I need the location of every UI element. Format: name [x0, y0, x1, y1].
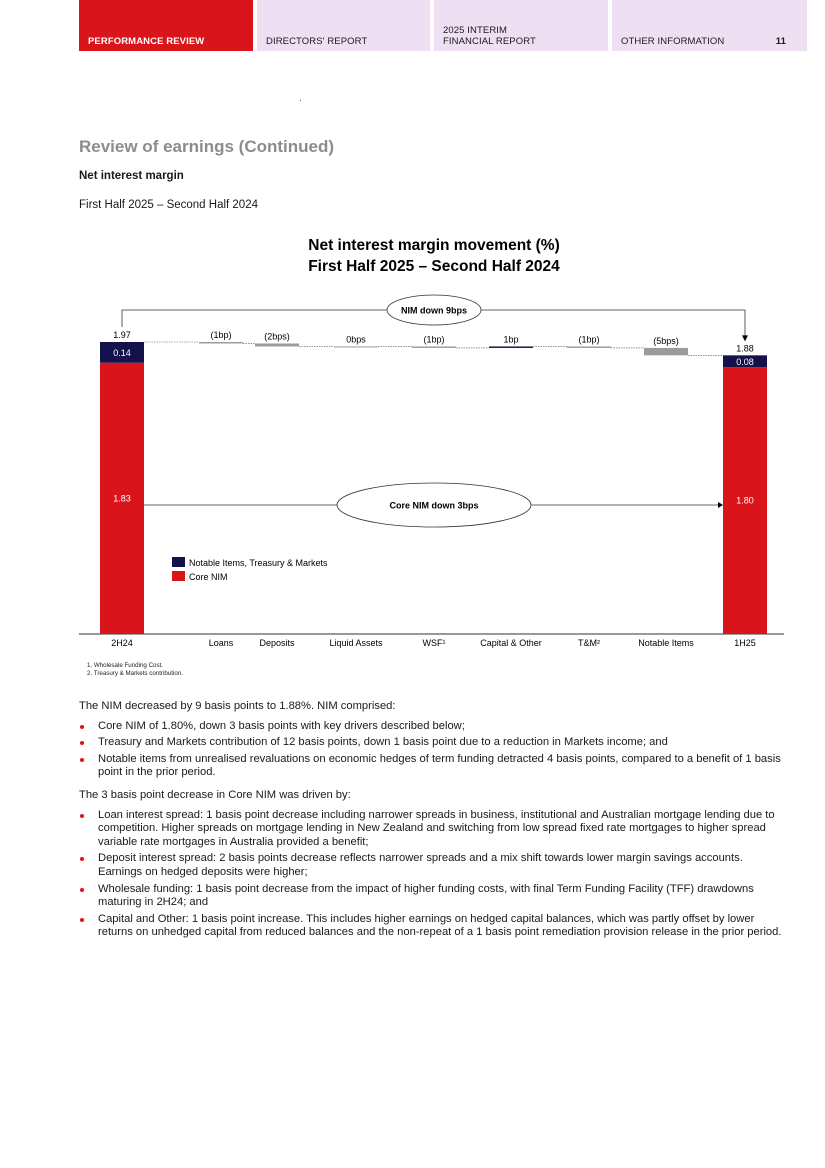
- core-label: 1.80: [736, 495, 754, 506]
- legend-swatch-core: [172, 571, 185, 581]
- tab-label: OTHER INFORMATION: [621, 36, 725, 47]
- page-title: Review of earnings (Continued): [79, 137, 335, 156]
- movement-label: (5bps): [653, 335, 679, 346]
- movement-bar: [489, 346, 533, 347]
- movement-bar: [255, 343, 299, 346]
- tab-interim-financial-report[interactable]: [434, 0, 608, 51]
- total-label: 1.97: [113, 330, 131, 340]
- list-item: Capital and Other: 1 basis point increase. This includes higher earnings on hedged capital balances, which was partly offset by lower returns on unhedged capital from reduced balances and the non-repeat of a 1 basis point remediation provision release in the prior period.: [79, 913, 789, 940]
- notable-label: 0.14: [113, 347, 131, 358]
- movement-label: (1bp): [210, 330, 232, 340]
- core-nim-paragraph: The 3 basis point decrease in Core NIM was driven by:: [79, 788, 351, 801]
- nim-arrowhead: [742, 335, 748, 341]
- tab-label: PERFORMANCE REVIEW: [88, 36, 205, 47]
- movement-bar: [567, 346, 611, 347]
- nim-components-list: [79, 720, 789, 780]
- chart-title-line1: Net interest margin movement (%): [308, 237, 560, 254]
- x-tick-label: Deposits: [259, 638, 295, 648]
- x-tick-label: WSF¹: [422, 638, 446, 648]
- list-item: Notable items from unrealised revaluations on economic hedges of term funding detracted 4 basis points, compared to a benefit of 1 basis point in the prior period.: [79, 753, 789, 780]
- tab-label-line1: 2025 INTERIM: [443, 25, 508, 36]
- list-item: Treasury and Markets contribution of 12 basis points, down 1 basis point due to a reduction in Markets income; and: [79, 736, 789, 750]
- movement-label: 1bp: [503, 334, 519, 345]
- movement-label: (2bps): [264, 331, 290, 342]
- section-tabs: [79, 0, 807, 51]
- tab-directors-report[interactable]: [257, 0, 430, 51]
- movement-label: (1bp): [578, 334, 600, 345]
- legend-label-core: Core NIM: [189, 572, 228, 582]
- footnote-2: 2. Treasury & Markets contribution.: [87, 670, 183, 677]
- list-item: Deposit interest spread: 2 basis points decrease reflects narrower spreads and a mix shift towards lower margin savings accounts. Earnings on hedged deposits were higher;: [79, 852, 789, 879]
- list-item: Loan interest spread: 1 basis point decrease including narrower spreads in business, institutional and Australian mortgage lending due to competition. Higher spreads on mortgage lending in New Zealand and switching from low spread fixed rate mortgages to higher spread variable rate mortgages in Australia provided a benefit;: [79, 809, 789, 850]
- x-tick-label: Liquid Assets: [329, 638, 383, 648]
- movement-bar: [334, 346, 378, 347]
- core-nim-drivers-list: [79, 809, 789, 940]
- nim-waterfall-chart: [79, 228, 789, 683]
- legend-label-notable: Notable Items, Treasury & Markets: [189, 558, 328, 568]
- tab-other-information[interactable]: [612, 0, 807, 51]
- movement-label: (1bp): [423, 334, 445, 345]
- tab-performance-review[interactable]: [79, 0, 253, 51]
- notable-label: 0.08: [736, 356, 754, 367]
- x-tick-label: 2H24: [111, 638, 133, 648]
- core-label: 1.83: [113, 493, 131, 504]
- chart-title-line2: First Half 2025 – Second Half 2024: [308, 258, 560, 275]
- stray-dot: [300, 100, 301, 101]
- x-tick-label: T&M²: [578, 638, 600, 648]
- list-item: Wholesale funding: 1 basis point decrease from the impact of higher funding costs, with final Term Funding Facility (TFF) drawdowns maturing in 2H24; and: [79, 883, 789, 910]
- tab-label: [443, 25, 536, 47]
- core-nim-annotation: Core NIM down 3bps: [389, 500, 479, 511]
- x-tick-label: Capital & Other: [480, 638, 542, 648]
- movement-bar: [644, 348, 688, 355]
- page-number: 11: [775, 36, 786, 47]
- core-nim-arrowhead: [718, 502, 723, 508]
- period-label: First Half 2025 – Second Half 2024: [79, 199, 258, 211]
- movement-bar: [199, 342, 243, 343]
- x-tick-label: Loans: [208, 638, 234, 648]
- body-text: [79, 700, 789, 949]
- total-label: 1.88: [736, 343, 754, 354]
- x-tick-label: 1H25: [734, 638, 756, 648]
- section-subheading: Net interest margin: [79, 170, 184, 182]
- legend-swatch-notable: [172, 557, 185, 567]
- tab-label: DIRECTORS' REPORT: [266, 36, 368, 47]
- nim-annotation: NIM down 9bps: [401, 305, 467, 316]
- movement-label: 0bps: [346, 334, 366, 345]
- list-item: Core NIM of 1.80%, down 3 basis points with key drivers described below;: [79, 720, 789, 734]
- tab-label-line2: FINANCIAL REPORT: [443, 36, 536, 47]
- footnote-1: 1. Wholesale Funding Cost.: [87, 662, 164, 669]
- chart-svg: [79, 228, 789, 683]
- x-tick-label: Notable Items: [638, 638, 694, 648]
- intro-paragraph: The NIM decreased by 9 basis points to 1.88%. NIM comprised:: [79, 700, 396, 712]
- movement-bar: [412, 346, 456, 347]
